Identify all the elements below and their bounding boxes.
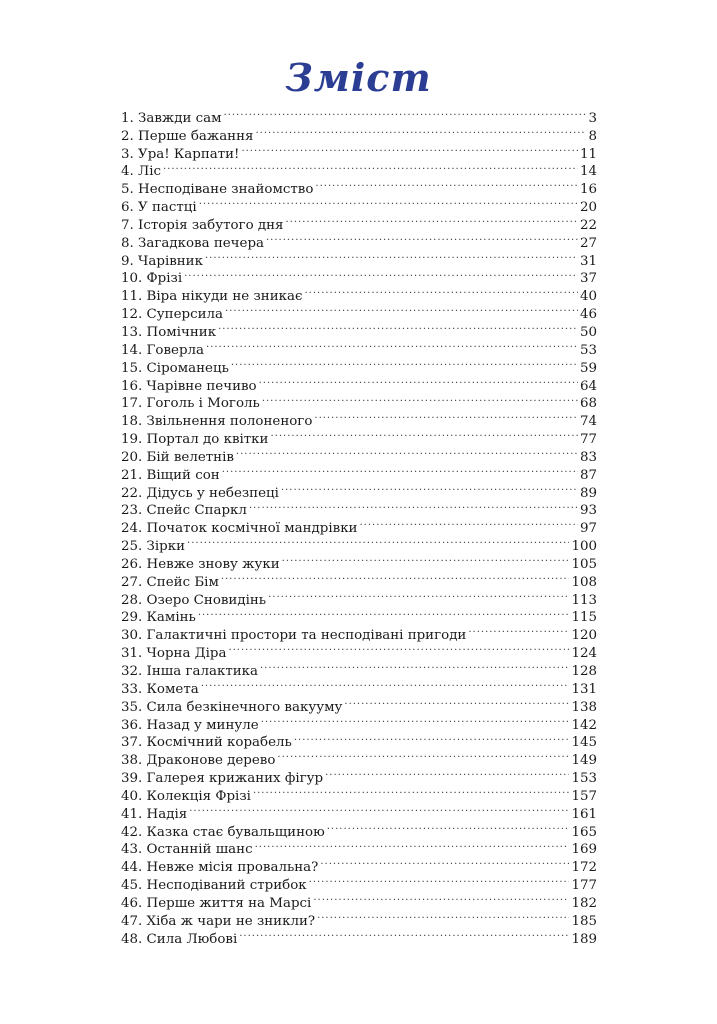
toc-entry-title: 44. Невже місія провальна? xyxy=(121,860,319,876)
toc-entry-title: 16. Чарівне печиво xyxy=(121,378,257,394)
toc-entry-title: 37. Космічний корабель xyxy=(121,735,292,751)
toc-entry-page-number: 68 xyxy=(579,396,597,412)
toc-entry-title: 31. Чорна Діра xyxy=(121,646,227,662)
toc-entry-title: 35. Сила безкінечного вакууму xyxy=(121,699,343,715)
toc-entry-title: 11. Віра нікуди не зникає xyxy=(121,289,303,305)
toc-dot-leader xyxy=(199,193,578,211)
toc-entry-page-number: 165 xyxy=(571,824,597,840)
toc-entry-page-number: 177 xyxy=(571,878,597,894)
toc-entry-title: 7. Історія забутого дня xyxy=(121,217,284,233)
toc-dot-leader xyxy=(241,140,578,158)
toc-dot-leader xyxy=(253,782,570,800)
toc-entry-title: 36. Назад у минуле xyxy=(121,717,259,733)
toc-entry-page-number: 138 xyxy=(571,699,597,715)
toc-dot-leader xyxy=(266,229,578,247)
toc-entry-page-number: 87 xyxy=(579,467,597,483)
toc-entry-title: 24. Початок космічної мандрівки xyxy=(121,521,358,537)
page-title: Зміст xyxy=(285,55,432,100)
toc-entry-title: 15. Сіроманець xyxy=(121,360,229,376)
toc-dot-leader xyxy=(468,621,569,639)
toc-entry-title: 26. Невже знову жуки xyxy=(121,556,280,572)
toc-entry-title: 14. Говерла xyxy=(121,342,205,358)
toc-entry-title: 5. Несподіване знайомство xyxy=(121,182,314,198)
toc-entry-page-number: 77 xyxy=(579,432,597,448)
toc-dot-leader xyxy=(201,675,570,693)
toc-dot-leader xyxy=(325,764,569,782)
toc-entry-title: 30. Галактичні простори та несподівані пригоди xyxy=(121,628,467,644)
toc-entry-title: 4. Ліс xyxy=(121,164,161,180)
toc-dot-leader xyxy=(236,443,578,461)
toc-entry-title: 12. Суперсила xyxy=(121,307,224,323)
toc-entry xyxy=(121,532,597,555)
toc-entry-title: 25. Зірки xyxy=(121,539,186,555)
toc-entry-title: 28. Озеро Сновидінь xyxy=(121,592,267,608)
toc-entry xyxy=(121,800,597,822)
toc-dot-leader xyxy=(260,657,569,675)
toc-dot-leader xyxy=(282,550,570,568)
toc-dot-leader xyxy=(261,711,570,729)
toc-entry-title: 3. Ура! Карпати! xyxy=(121,146,240,162)
toc-entry-title: 33. Комета xyxy=(121,681,199,697)
toc-dot-leader xyxy=(314,407,578,425)
toc-entry-page-number: 182 xyxy=(571,895,597,911)
toc-entry-page-number: 20 xyxy=(579,200,597,216)
toc-entry-page-number: 153 xyxy=(571,771,597,787)
toc-entry-page-number: 124 xyxy=(571,646,597,662)
toc-entry-page-number: 3 xyxy=(588,110,597,126)
toc-dot-leader xyxy=(224,104,587,122)
toc-dot-leader xyxy=(231,354,578,372)
toc-entry-page-number: 46 xyxy=(579,307,597,323)
toc-dot-leader xyxy=(259,372,578,390)
toc-entry-page-number: 22 xyxy=(579,217,597,233)
toc-entry-title: 22. Дідусь у небезпеці xyxy=(121,485,279,501)
toc-dot-leader xyxy=(268,586,569,604)
toc-entry-page-number: 108 xyxy=(571,574,597,590)
toc-entry-title: 45. Несподіваний стрибок xyxy=(121,878,307,894)
toc-entry-title: 47. Хіба ж чари не зникли? xyxy=(121,913,316,929)
toc-entry-title: 20. Бій велетнів xyxy=(121,449,234,465)
toc-dot-leader xyxy=(304,282,577,300)
toc-entry-page-number: 115 xyxy=(571,610,597,626)
toc-entry-page-number: 64 xyxy=(579,378,597,394)
table-of-contents xyxy=(121,104,597,947)
toc-dot-leader xyxy=(239,925,569,943)
toc-entry-page-number: 105 xyxy=(571,556,597,572)
toc-entry-page-number: 53 xyxy=(579,342,597,358)
toc-entry-title: 23. Спейс Спаркл xyxy=(121,503,247,519)
toc-dot-leader xyxy=(360,514,578,532)
toc-dot-leader xyxy=(218,318,578,336)
toc-dot-leader xyxy=(317,907,569,925)
toc-entry-page-number: 40 xyxy=(579,289,597,305)
toc-dot-leader xyxy=(327,818,570,836)
toc-entry-title: 48. Сила Любові xyxy=(121,931,238,947)
toc-dot-leader xyxy=(315,175,578,193)
toc-entry-title: 40. Колекція Фрізі xyxy=(121,788,251,804)
toc-dot-leader xyxy=(184,265,578,283)
toc-dot-leader xyxy=(313,889,569,907)
toc-dot-leader xyxy=(249,497,578,515)
toc-entry-page-number: 172 xyxy=(571,860,597,876)
toc-entry xyxy=(121,282,597,305)
toc-dot-leader xyxy=(255,836,570,854)
toc-dot-leader xyxy=(205,247,578,265)
toc-entry-title: 9. Чарівник xyxy=(121,253,203,269)
toc-dot-leader xyxy=(221,568,570,586)
toc-entry-title: 43. Останній шанс xyxy=(121,842,253,858)
toc-entry-title: 46. Перше життя на Марсі xyxy=(121,895,312,911)
toc-entry-title: 17. Гоголь і Моголь xyxy=(121,396,260,412)
toc-entry-page-number: 83 xyxy=(579,449,597,465)
toc-entry xyxy=(121,265,597,287)
toc-dot-leader xyxy=(281,479,578,497)
toc-entry-page-number: 149 xyxy=(571,753,597,769)
toc-entry-page-number: 50 xyxy=(579,324,597,340)
toc-entry-title: 6. У пастці xyxy=(121,200,197,216)
toc-dot-leader xyxy=(228,639,569,657)
toc-entry-page-number: 74 xyxy=(579,414,597,430)
toc-entry-title: 32. Інша галактика xyxy=(121,664,258,679)
toc-entry-page-number: 100 xyxy=(571,539,597,555)
toc-entry-title: 8. Загадкова печера xyxy=(121,235,264,251)
toc-entry-title: 29. Камінь xyxy=(121,610,196,626)
toc-dot-leader xyxy=(163,158,578,176)
toc-dot-leader xyxy=(344,693,569,711)
toc-entry-page-number: 16 xyxy=(579,182,597,198)
toc-entry-page-number: 145 xyxy=(571,735,597,751)
toc-dot-leader xyxy=(187,532,569,550)
toc-entry-title: 10. Фрізі xyxy=(121,271,183,287)
toc-entry-title: 13. Помічник xyxy=(121,324,217,340)
toc-entry-page-number: 161 xyxy=(571,806,597,822)
toc-entry xyxy=(121,104,597,126)
toc-dot-leader xyxy=(225,300,578,318)
toc-dot-leader xyxy=(286,211,578,229)
toc-entry-page-number: 97 xyxy=(579,521,597,537)
toc-entry-page-number: 8 xyxy=(588,128,597,144)
toc-dot-leader xyxy=(309,871,570,889)
toc-entry xyxy=(121,550,597,572)
toc-entry-page-number: 31 xyxy=(579,253,597,269)
toc-entry-title: 18. Звільнення полоненого xyxy=(121,414,313,430)
toc-entry xyxy=(121,818,597,840)
toc-entry-title: 41. Надія xyxy=(121,806,188,822)
toc-entry xyxy=(121,158,597,180)
toc-dot-leader xyxy=(206,336,578,354)
toc-dot-leader xyxy=(255,122,586,140)
toc-entry-title: 27. Спейс Бім xyxy=(121,574,219,590)
toc-entry-page-number: 113 xyxy=(571,592,597,608)
toc-dot-leader xyxy=(294,729,570,747)
toc-entry-page-number: 120 xyxy=(571,628,597,644)
toc-entry-page-number: 142 xyxy=(571,717,597,733)
toc-entry-title: 1. Завжди сам xyxy=(121,110,222,126)
toc-entry-page-number: 27 xyxy=(579,235,597,251)
toc-entry-page-number: 185 xyxy=(571,913,597,929)
toc-entry-title: 42. Казка стає бувальщиною xyxy=(121,824,325,840)
toc-dot-leader xyxy=(189,800,569,818)
toc-entry-title: 39. Галерея крижаних фігур xyxy=(121,771,324,787)
toc-entry-page-number: 128 xyxy=(571,664,597,679)
toc-entry-title: 19. Портал до квітки xyxy=(121,432,269,448)
toc-entry-title: 2. Перше бажання xyxy=(121,128,254,144)
toc-entry-page-number: 189 xyxy=(571,931,597,947)
toc-dot-leader xyxy=(262,390,578,408)
toc-entry-page-number: 14 xyxy=(579,164,597,180)
toc-dot-leader xyxy=(270,425,577,443)
toc-entry xyxy=(121,175,597,198)
toc-entry-page-number: 131 xyxy=(571,681,597,697)
toc-entry-page-number: 37 xyxy=(579,271,597,287)
toc-entry-page-number: 11 xyxy=(579,146,597,162)
toc-dot-leader xyxy=(198,604,570,622)
toc-entry-page-number: 157 xyxy=(571,788,597,804)
toc-entry-title: 38. Драконове дерево xyxy=(121,753,276,769)
toc-entry-page-number: 93 xyxy=(579,503,597,519)
toc-dot-leader xyxy=(277,746,569,764)
toc-dot-leader xyxy=(222,461,578,479)
toc-entry-title: 21. Віщий сон xyxy=(121,467,220,483)
toc-entry-page-number: 89 xyxy=(579,485,597,501)
toc-dot-leader xyxy=(320,853,569,871)
toc-entry-page-number: 59 xyxy=(579,360,597,376)
toc-entry-page-number: 169 xyxy=(571,842,597,858)
